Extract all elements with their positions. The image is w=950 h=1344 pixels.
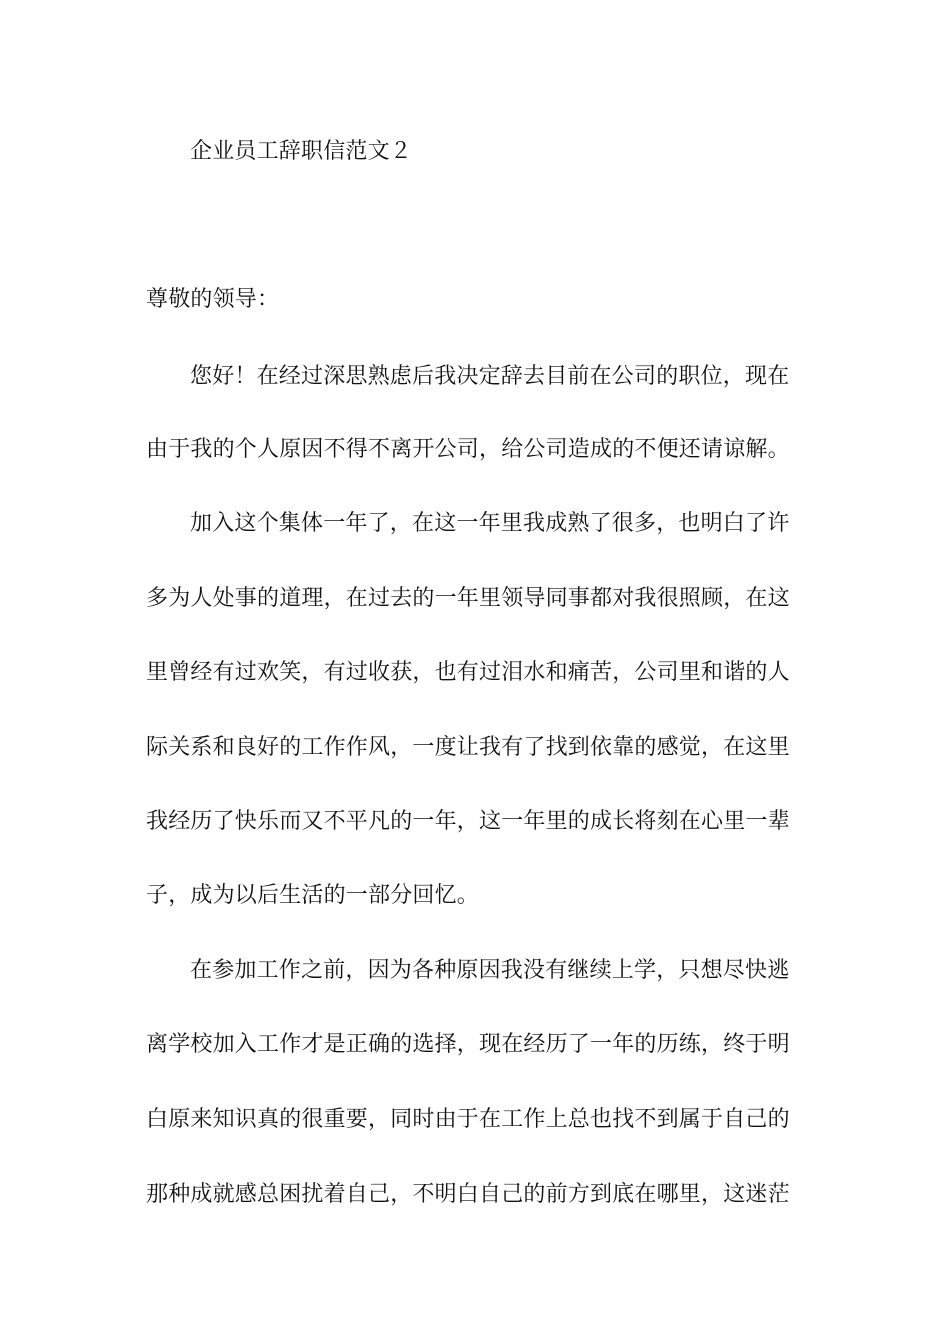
paragraph-line: 由于我的个人原因不得不离开公司，给公司造成的不便还请谅解。 [146, 437, 790, 462]
paragraph-line: 我经历了快乐而又不平凡的一年，这一年里的成长将刻在心里一辈 [146, 809, 790, 834]
paragraph-line: 离学校加入工作才是正确的选择，现在经历了一年的历练，终于明 [146, 1032, 790, 1057]
paragraph-line: 那种成就感总困扰着自己，不明白自己的前方到底在哪里，这迷茫 [146, 1182, 790, 1207]
salutation: 尊敬的领导： [146, 287, 280, 312]
paragraph-line: 里曾经有过欢笑，有过收获，也有过泪水和痛苦，公司里和谐的人 [146, 660, 790, 685]
paragraph-line: 在参加工作之前，因为各种原因我没有继续上学，只想尽快逃 [190, 958, 790, 983]
document-title: 企业员工辞职信范文２ [190, 139, 413, 164]
paragraph-line: 白原来知识真的很重要，同时由于在工作上总也找不到属于自己的 [146, 1107, 790, 1132]
paragraph-line: 多为人处事的道理，在过去的一年里领导同事都对我很照顾，在这 [146, 586, 790, 611]
paragraph-line: 您好！在经过深思熟虑后我决定辞去目前在公司的职位，现在 [190, 364, 790, 389]
paragraph-line: 加入这个集体一年了，在这一年里我成熟了很多，也明白了许 [190, 511, 790, 536]
paragraph-line: 子，成为以后生活的一部分回忆。 [146, 883, 480, 908]
paragraph-line: 际关系和良好的工作作风，一度让我有了找到依靠的感觉，在这里 [146, 735, 790, 760]
